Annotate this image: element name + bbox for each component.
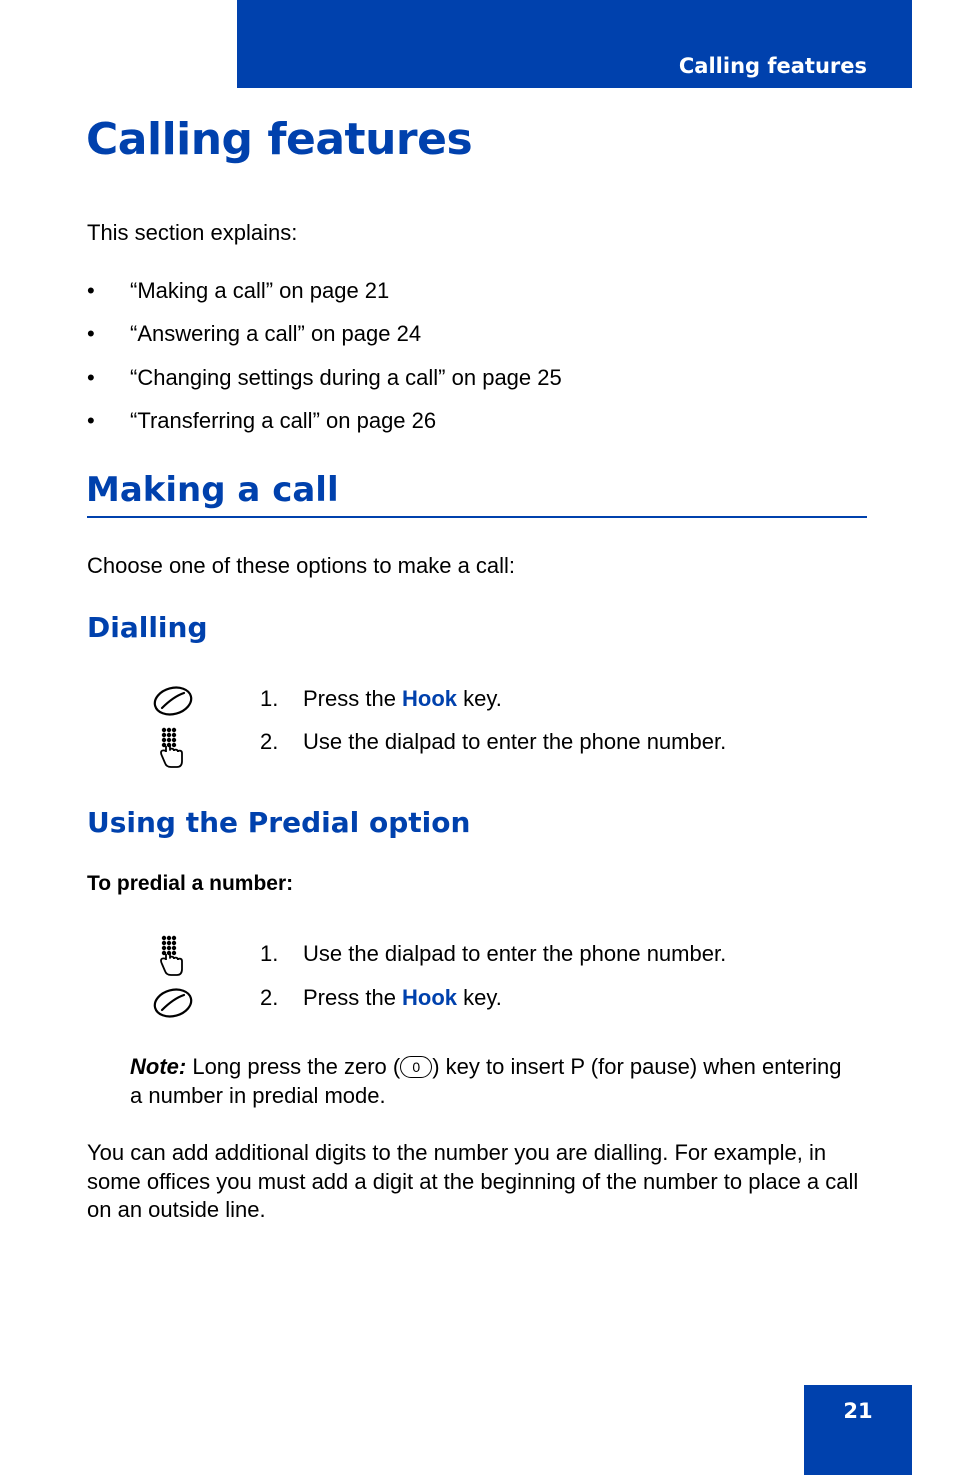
predial-step-1: 1. Use the dialpad to enter the phone number.: [260, 941, 727, 966]
closing-paragraph: You can add additional digits to the number you are dialling. For example, in some offices you must add a digit at the beginning of the number to place a call on an outside line.: [87, 1140, 859, 1222]
bullet-icon: •: [87, 321, 95, 347]
list-item[interactable]: [87, 278, 562, 321]
list-item-text: “Answering a call” on page 24: [130, 321, 422, 347]
list-item-text: “Making a call” on page 21: [130, 278, 390, 303]
header-bar: [237, 0, 912, 88]
dialling-step-2: 2. Use the dialpad to enter the phone number.: [260, 729, 727, 754]
subheading-predial: Using the Predial option: [87, 806, 471, 839]
page-number: 21: [843, 1399, 873, 1423]
note-label: Note:: [130, 1054, 187, 1079]
hook-key-label: Hook: [402, 985, 458, 1010]
running-header: Calling features: [678, 54, 867, 78]
note: Note: Long press the zero ( 0 ) key to insert P (for pause) when entering a number in predial mode.: [130, 1054, 842, 1108]
procedure-title: To predial a number:: [87, 872, 294, 895]
bullet-icon: •: [87, 278, 95, 303]
hook-key-label: Hook: [402, 686, 458, 711]
list-item[interactable]: [87, 321, 562, 364]
zero-key-icon: 0: [400, 1056, 432, 1078]
hook-key-icon: [153, 988, 195, 1018]
list-item-text: “Transferring a call” on page 26: [130, 408, 437, 434]
hook-key-icon: [153, 686, 195, 716]
section-list: [87, 278, 562, 452]
dialling-step-1: 1. Press the Hook key.: [260, 686, 502, 711]
page-number-box: [804, 1385, 912, 1475]
dialpad-icon: [156, 727, 186, 769]
bullet-icon: •: [87, 408, 95, 434]
list-item[interactable]: [87, 408, 562, 451]
intro-text: This section explains:: [87, 220, 298, 245]
predial-step-2: 2. Press the Hook key.: [260, 985, 502, 1010]
subheading-dialling: Dialling: [87, 611, 208, 644]
list-item-text: “Changing settings during a call” on page 25: [130, 364, 562, 390]
page-title: Calling features: [86, 114, 473, 165]
heading-rule: [87, 516, 867, 518]
list-item[interactable]: [87, 365, 562, 408]
section-heading-making-a-call: Making a call: [86, 470, 339, 510]
bullet-icon: •: [87, 364, 95, 390]
dialpad-icon: [156, 935, 186, 977]
making-call-intro: Choose one of these options to make a call:: [87, 553, 516, 578]
